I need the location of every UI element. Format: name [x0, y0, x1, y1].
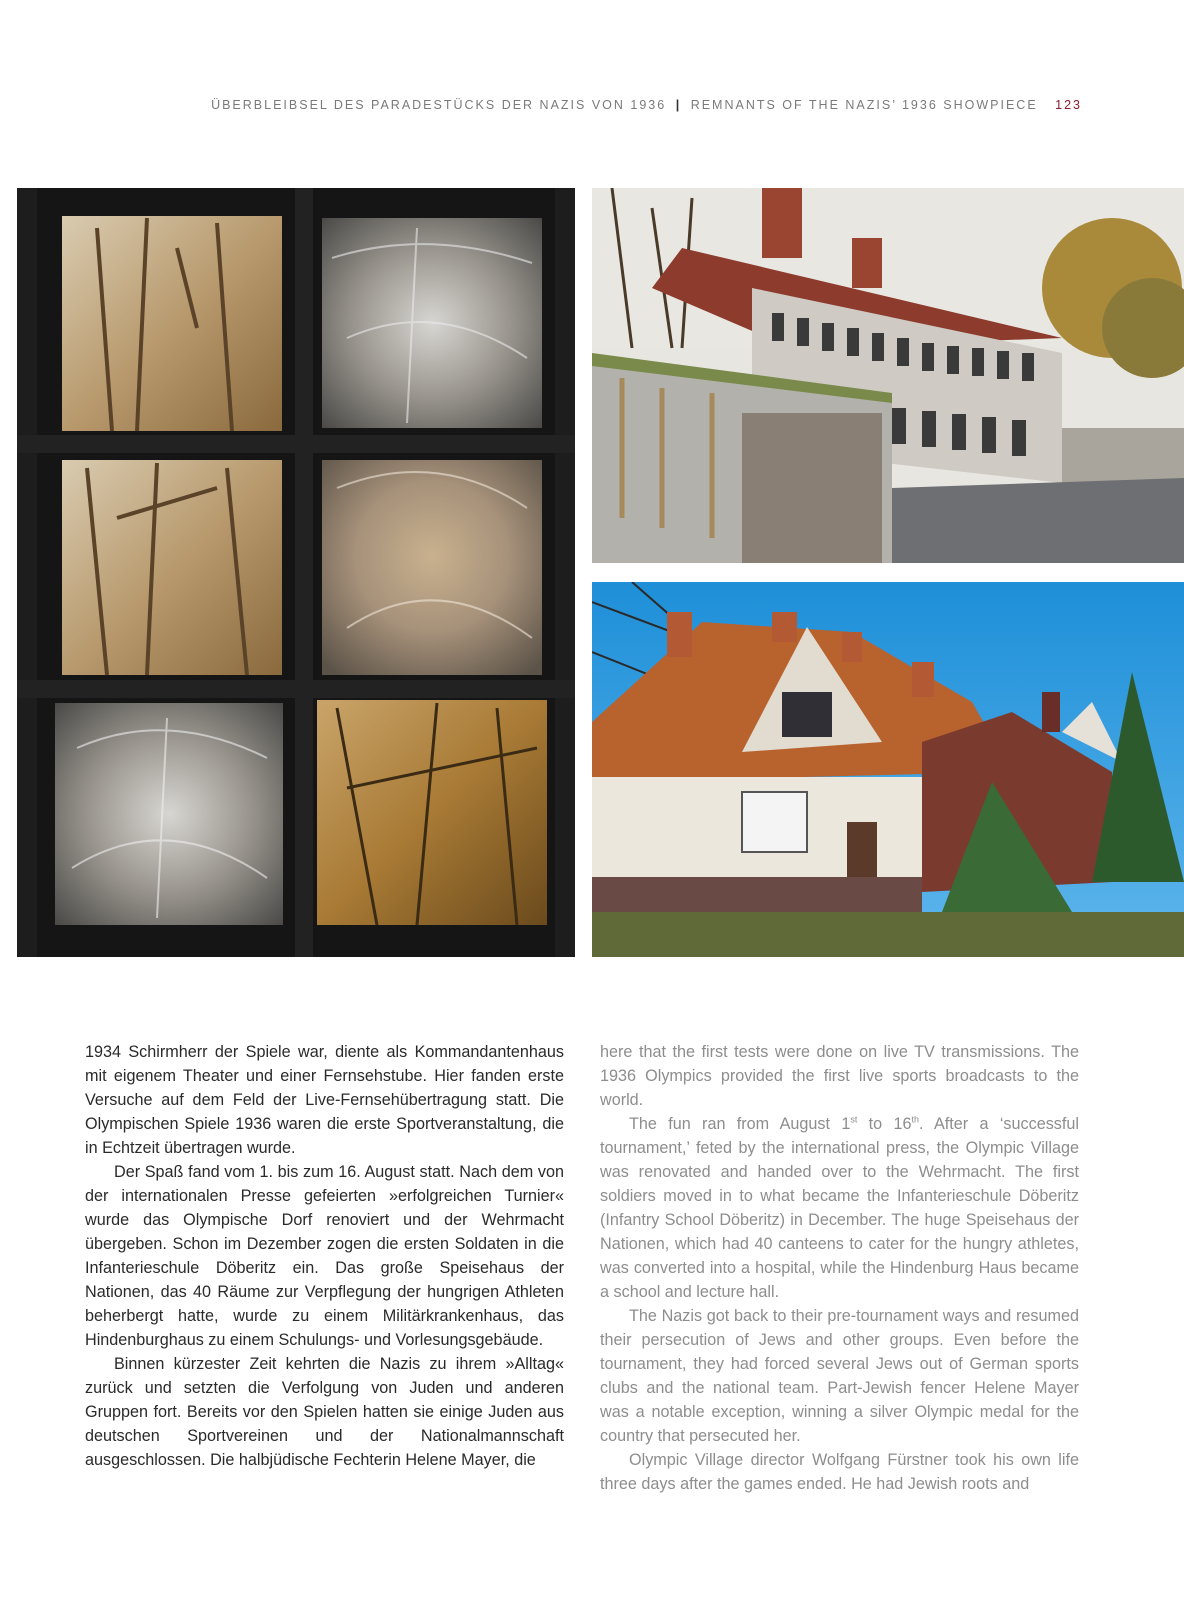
german-paragraph: Binnen kürzester Zeit kehrten die Nazis zu ihrem »Alltag« zurück und setzten die Verfolgung von Juden und anderen Gruppen fort. Bereits vor den Spielen hatten sie einige Juden aus deutschen Sportvereinen und der Nationalmannschaft ausgeschlossen. Die halbjüdische Fechterin Helene Mayer, die [85, 1355, 564, 1469]
english-paragraph: here that the first tests were done on live TV transmissions. The 1936 Olympics provided the first live sports broadcasts to the world. [600, 1043, 1079, 1109]
english-paragraph: The fun ran from August 1st to 16th. After a ‘successful tournament,’ feted by the international press, the Olympic Village was renovated and handed over to the Wehrmacht. The first soldiers moved in to what became the Infanterieschule Döberitz (Infantry School Döberitz) in December. The huge Speisehaus der Nationen, which had 40 canteens to cater for the hungry athletes, was converted into a hospital, while the Hindenburg Haus became a school and lecture hall. [600, 1114, 1079, 1301]
running-head-separator: | [675, 98, 682, 112]
english-paragraph: The Nazis got back to their pre-tournament ways and resumed their persecution of Jews and other groups. Even before the tournament, they had forced several Jews out of German sports clubs and the national team. Part-Jewish fencer Helene Mayer was a notable exception, winning a silver Olympic medal for the country that persecuted her. [600, 1307, 1079, 1445]
german-paragraph: 1934 Schirmherr der Spiele war, diente als Kommandantenhaus mit eigenem Theater und einer Fernsehstube. Hier fanden erste Versuche auf dem Feld der Live-Fernsehübertragung statt. Die Olympischen Spiele 1936 waren die erste Sportveranstaltung, die in Echtzeit übertragen wurde. [85, 1043, 564, 1157]
german-text-column [85, 1040, 564, 1472]
english-text-column [600, 1040, 1079, 1496]
glass-block-window-photo [17, 188, 575, 957]
running-head-english: REMNANTS OF THE NAZIS’ 1936 SHOWPIECE [690, 98, 1038, 112]
running-head [60, 98, 1082, 112]
page-number: 123 [1055, 98, 1082, 112]
abandoned-barracks-photo [592, 188, 1184, 563]
german-paragraph: Der Spaß fand vom 1. bis zum 16. August statt. Nach dem von der internationalen Presse gefeierten »erfolgreichen Turnier« wurde das Olympische Dorf renoviert und der Wehrmacht übergeben. Schon im Dezember zogen die ersten Soldaten in die Infanterieschule Döberitz ein. Das große Speisehaus der Nationen, das 40 Räume zur Verpflegung der hungrigen Athleten beherbergt hatte, wurde zu einem Militärkrankenhaus, das Hindenburghaus zu einem Schulungs- und Vorlesungsgebäude. [85, 1163, 564, 1349]
english-paragraph: Olympic Village director Wolfgang Fürstner took his own life three days after the games ended. He had Jewish roots and [600, 1451, 1079, 1493]
running-head-german: ÜBERBLEIBSEL DES PARADESTÜCKS DER NAZIS VON 1936 [211, 98, 667, 112]
gabled-house-photo [592, 582, 1184, 957]
